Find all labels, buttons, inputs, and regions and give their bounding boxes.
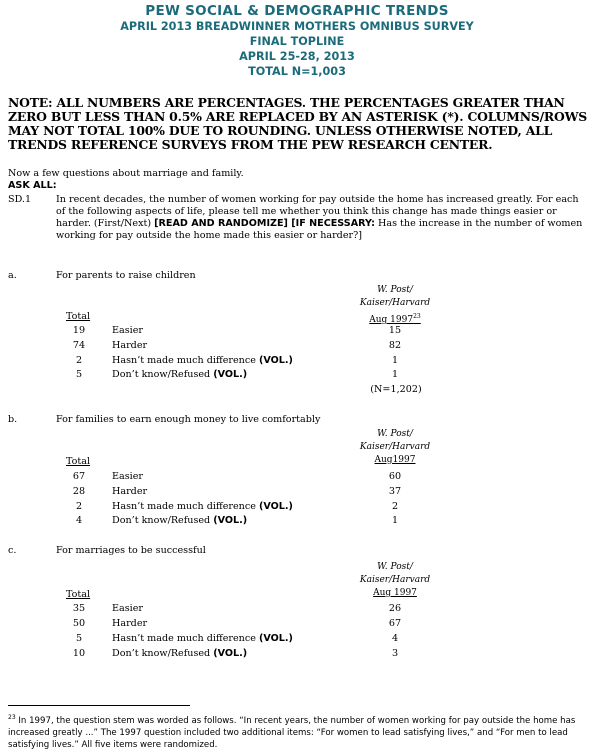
item-a-total-header: Total [66,311,91,322]
table-row: 50 Harder 67 [72,618,402,629]
item-a-letter: a. [8,270,17,281]
item-c-letter: c. [8,545,17,556]
table-row: 67 Easier 60 [72,471,402,482]
footnote-number: 23 [8,714,16,721]
question-number: SD.1 [8,194,32,205]
table-row: 5 Hasn’t made much difference (VOL.) 4 [75,633,399,644]
footnote-ref: 23 [413,313,421,320]
item-a-label: For parents to raise children [56,270,196,281]
ask-all-label: ASK ALL: [8,180,57,191]
table-row: 35 Easier 26 [72,603,402,614]
question-text [56,194,590,242]
item-c-label: For marriages to be successful [56,545,206,556]
item-b-total-header: Total [66,456,91,467]
item-c-trend-header: W. Post/ Kaiser/Harvard Aug 1997 [359,562,431,598]
item-a-sample-size: (N=1,202) [370,384,422,395]
trend-header-date: Aug 1997$^{23}$ [369,313,421,325]
question-text-part1: In recent decades, the number of women working for pay outside the home has increased greatly. For each of the following aspects of life, please tell me whether you think this change has made things easier or harder. (First/Next) [56,194,579,229]
item-b-letter: b. [8,414,18,425]
trend-header-line2: Kaiser/Harvard [359,298,431,308]
topline-title: FINAL TOPLINE [249,35,345,48]
table-row: 74 Harder 82 [72,340,402,351]
page-header [0,4,594,79]
table-row: 19 Easier 15 [72,325,402,336]
table-row: 10 Don’t know/Refused (VOL.) 3 [72,648,399,659]
sample-total: TOTAL N=1,003 [248,65,346,78]
item-c-total-header: Total [66,589,91,600]
table-row: 2 Hasn’t made much difference (VOL.) 1 [75,355,399,366]
footnote-divider [8,705,190,706]
table-row: 4 Don’t know/Refused (VOL.) 1 [75,515,399,526]
section-intro: Now a few questions about marriage and family. [8,168,244,179]
table-row: 2 Hasn’t made much difference (VOL.) 2 [75,501,399,512]
table-row: 5 Don’t know/Refused (VOL.) 1 [75,369,399,380]
footnote [8,712,588,751]
item-a-trend-header [350,284,440,327]
footnote-text: In 1997, the question stem was worded as follows. “In recent years, the number of women working for pay outside the home has increased greatly ...” The 1997 question included two additional items: “For women to lead satisfying lives,” and “For men to lead satisfying lives.” All five items were randomized. [8,715,576,750]
question-instruction: [READ AND RANDOMIZE] [IF NECESSARY: [154,218,375,229]
trend-header-line1: W. Post/ [377,285,413,295]
org-title: PEW SOCIAL & DEMOGRAPHIC TRENDS [145,3,449,19]
item-b-label: For families to earn enough money to live comfortably [56,414,321,425]
survey-dates: APRIL 25-28, 2013 [239,50,355,63]
item-b-trend-header: W. Post/ Kaiser/Harvard Aug1997 [359,429,431,465]
question-text-part2: Has the increase in the number of women working for pay outside the home made this easier or harder?] [56,218,583,241]
percentages-note: NOTE: ALL NUMBERS ARE PERCENTAGES. THE PERCENTAGES GREATER THAN ZERO BUT LESS THAN 0.5% ARE REPLACED BY AN ASTERISK (*). COLUMNS/ROWS MAY NOT TOTAL 100% DUE TO ROUNDING. UNLESS OTHERWISE NOTED, ALL TRENDS REFERENCE SURVEYS FROM THE PEW RESEARCH CENTER. [8,95,588,152]
table-row: 28 Harder 37 [72,486,402,497]
survey-title: APRIL 2013 BREADWINNER MOTHERS OMNIBUS SURVEY [120,20,474,33]
